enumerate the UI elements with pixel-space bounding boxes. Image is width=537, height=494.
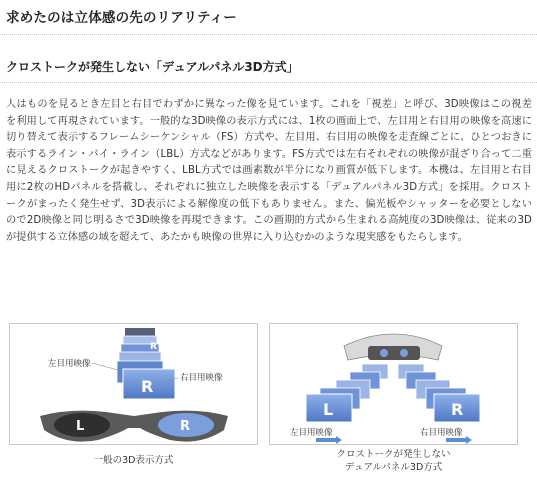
- headset-visor: [368, 346, 420, 360]
- frame-letter-right: R: [141, 377, 154, 396]
- left-eye-label: 左目用映像: [48, 359, 91, 369]
- figure-conventional-3d: [9, 323, 258, 445]
- left-stack-letter: L: [323, 400, 334, 419]
- left-eye-leader: [92, 363, 118, 370]
- headset-eye-right: [400, 349, 408, 357]
- main-heading: 求めたのは立体感の先のリアリティー: [6, 10, 238, 26]
- lens-left-letter: L: [76, 419, 85, 434]
- body-paragraph: 人はものを見るとき左目と右目でわずかに異なった像を見ています。これを「視差」と呼び、3D映像はこの視差を利用して再現されています。一般的な3D映像の表示方式には、1枚の画面上で、左目用と右目用の映像を高速に切り替えて表示するフレームシーケンシャル（FS）方式や、左目用、右目用の映像を走査線ごとに、ひとつおきに表示するライン・バイ・ライン（LBL）方式などがあります。FS方式では左右それぞれの映像が混ざり合って二重に見えるクロストークが起きやすく、LBL方式では画素数が半分になり画質が低下します。本機は、左目用と右目用に2枚のHDパネルを搭載し、それぞれに独立した映像を表示する「デュアルパネル3D方式」を採用。クロストークがまったく発生せず、3D表示による解像度の低下もありません。また、偏光板やシャッターを必要としないので2D映像と同じ明るさで3D映像を再現できます。この画期的方式から生まれる高純度の3D映像は、従来の3Dが提供する立体感の域を超えて、あたかも映像の世界に入り込むかのような現実感をもたらします。: [6, 99, 532, 243]
- dual-panel-illustration: [270, 324, 517, 444]
- sub-heading-divider: [0, 82, 537, 83]
- caption-conventional-3d: 一般の3D表示方式: [93, 455, 174, 466]
- caption-dual-panel-line1: クロストークが発生しない: [336, 449, 451, 460]
- right-eye-label: 右目用映像: [180, 373, 223, 383]
- headset-eye-left: [380, 349, 388, 357]
- figure-dual-panel-3d: [269, 323, 518, 445]
- conventional-3d-illustration: [10, 324, 257, 444]
- right-eye-label: 右目用映像: [420, 428, 463, 438]
- right-stack-letter: R: [451, 400, 464, 419]
- frame-stack-letter: R: [150, 342, 157, 352]
- left-eye-label: 左目用映像: [290, 428, 333, 438]
- sub-heading: クロストークが発生しない「デュアルパネル3D方式」: [6, 60, 299, 74]
- lens-right-letter: R: [180, 419, 191, 434]
- caption-dual-panel-line2: デュアルパネル3D方式: [344, 462, 443, 473]
- heading-divider: [0, 34, 537, 35]
